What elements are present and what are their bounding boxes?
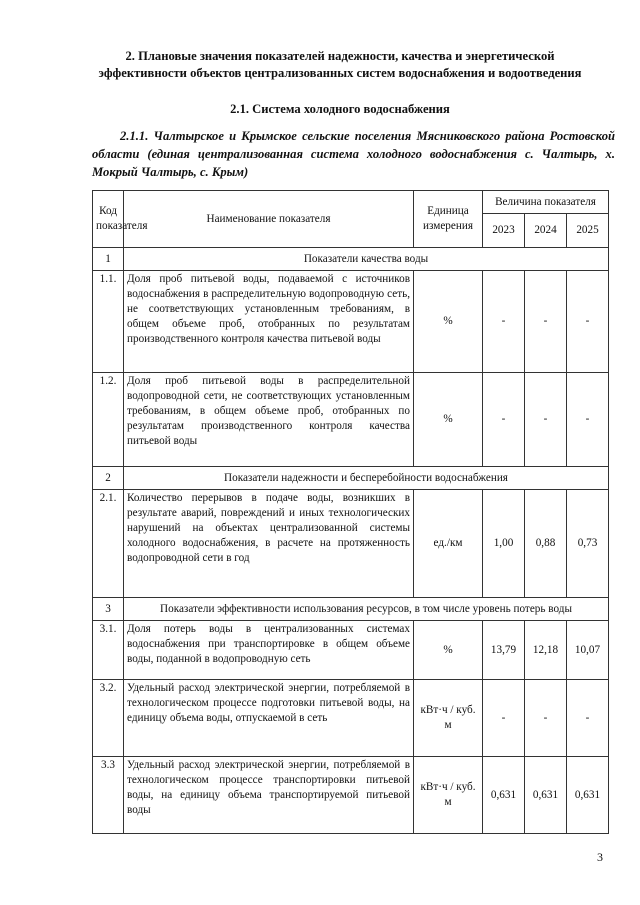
indicator-unit: % xyxy=(414,373,483,467)
indicator-unit: % xyxy=(414,621,483,680)
table-row xyxy=(93,757,609,834)
indicator-name: Удельный расход электрической энергии, потребляемой в технологическом процессе транспортировки питьевой воды, на единицу объема транспортируемой питьевой воды xyxy=(124,757,414,834)
indicator-unit: кВт·ч / куб. м xyxy=(414,757,483,834)
section-heading xyxy=(60,48,620,82)
indicator-value: 13,79 xyxy=(483,621,525,680)
table-row xyxy=(93,680,609,757)
indicator-code: 3.3 xyxy=(93,757,124,834)
indicator-code: 3.1. xyxy=(93,621,124,680)
header-code: Код показателя xyxy=(93,191,124,248)
indicator-value: - xyxy=(567,373,609,467)
header-year: 2023 xyxy=(483,214,525,248)
indicator-value: - xyxy=(567,680,609,757)
table-row xyxy=(93,490,609,598)
indicator-code: 1.1. xyxy=(93,271,124,373)
section-title: Показатели качества воды xyxy=(124,248,609,271)
indicator-value: 10,07 xyxy=(567,621,609,680)
indicator-value: 12,18 xyxy=(525,621,567,680)
indicator-value: - xyxy=(525,680,567,757)
section-title: Показатели надежности и бесперебойности водоснабжения xyxy=(124,467,609,490)
heading-line-1: 2. Плановые значения показателей надежности, качества и энергетической xyxy=(125,49,555,63)
indicator-unit: % xyxy=(414,271,483,373)
indicator-value: 0,73 xyxy=(567,490,609,598)
section-row xyxy=(93,467,609,490)
indicator-name: Доля проб питьевой воды в распределительной водопроводной сети, не соответствующих установленным требованиям, в общем объеме проб, отобранных по результатам производственного контроля качества питьевой воды xyxy=(124,373,414,467)
indicator-code: 1.2. xyxy=(93,373,124,467)
header-name: Наименование показателя xyxy=(124,191,414,248)
indicator-name: Доля потерь воды в централизованных системах водоснабжения при транспортировке в общем объеме воды, поданной в водопроводную сеть xyxy=(124,621,414,680)
header-year: 2024 xyxy=(525,214,567,248)
indicator-code: 3.2. xyxy=(93,680,124,757)
section-row xyxy=(93,248,609,271)
indicator-value: - xyxy=(567,271,609,373)
table-header-row xyxy=(93,191,609,214)
settlement-heading-text: 2.1.1. Чалтырское и Крымское сельские поселения Мясниковского района Ростовской области (единая централизованная система холодного водоснабжения с. Чалтырь, х. Мокрый Чалтырь, с. Крым) xyxy=(92,129,615,179)
section-title: Показатели эффективности использования ресурсов, в том числе уровень потерь воды xyxy=(124,598,609,621)
indicator-value: 0,631 xyxy=(525,757,567,834)
heading-line-2: эффективности объектов централизованных систем водоснабжения и водоотведения xyxy=(98,66,582,80)
section-code: 1 xyxy=(93,248,124,271)
table-row xyxy=(93,271,609,373)
section-row xyxy=(93,598,609,621)
table-row xyxy=(93,621,609,680)
indicator-name: Доля проб питьевой воды, подаваемой с источников водоснабжения в распределительную водопроводную сеть, не соответствующих установленным требованиям, в общем объеме проб, отобранных по результатам производственного контроля качества питьевой воды xyxy=(124,271,414,373)
indicator-value: 0,631 xyxy=(567,757,609,834)
settlement-heading xyxy=(92,127,615,181)
indicator-unit: кВт·ч / куб. м xyxy=(414,680,483,757)
indicator-name: Удельный расход электрической энергии, потребляемой в технологическом процессе подготовки питьевой воды, на единицу объема воды, отпускаемой в сеть xyxy=(124,680,414,757)
header-year: 2025 xyxy=(567,214,609,248)
indicator-value: 0,631 xyxy=(483,757,525,834)
indicator-code: 2.1. xyxy=(93,490,124,598)
indicator-unit: ед./км xyxy=(414,490,483,598)
indicator-value: - xyxy=(525,271,567,373)
indicator-value: - xyxy=(483,373,525,467)
indicator-value: - xyxy=(483,271,525,373)
section-code: 2 xyxy=(93,467,124,490)
indicator-name: Количество перерывов в подаче воды, возникших в результате аварий, повреждений и иных технологических нарушений на объектах централизованной системы холодного водоснабжения, в расчете на протяженность водопроводной сети в год xyxy=(124,490,414,598)
table-row xyxy=(93,373,609,467)
indicator-value: - xyxy=(525,373,567,467)
header-value-group: Величина показателя xyxy=(483,191,609,214)
indicators-table xyxy=(92,190,609,834)
indicator-value: 0,88 xyxy=(525,490,567,598)
page-number: 3 xyxy=(597,850,603,864)
indicator-value: 1,00 xyxy=(483,490,525,598)
indicator-value: - xyxy=(483,680,525,757)
section-code: 3 xyxy=(93,598,124,621)
header-unit: Единица измерения xyxy=(414,191,483,248)
subsection-heading: 2.1. Система холодного водоснабжения xyxy=(230,102,450,116)
